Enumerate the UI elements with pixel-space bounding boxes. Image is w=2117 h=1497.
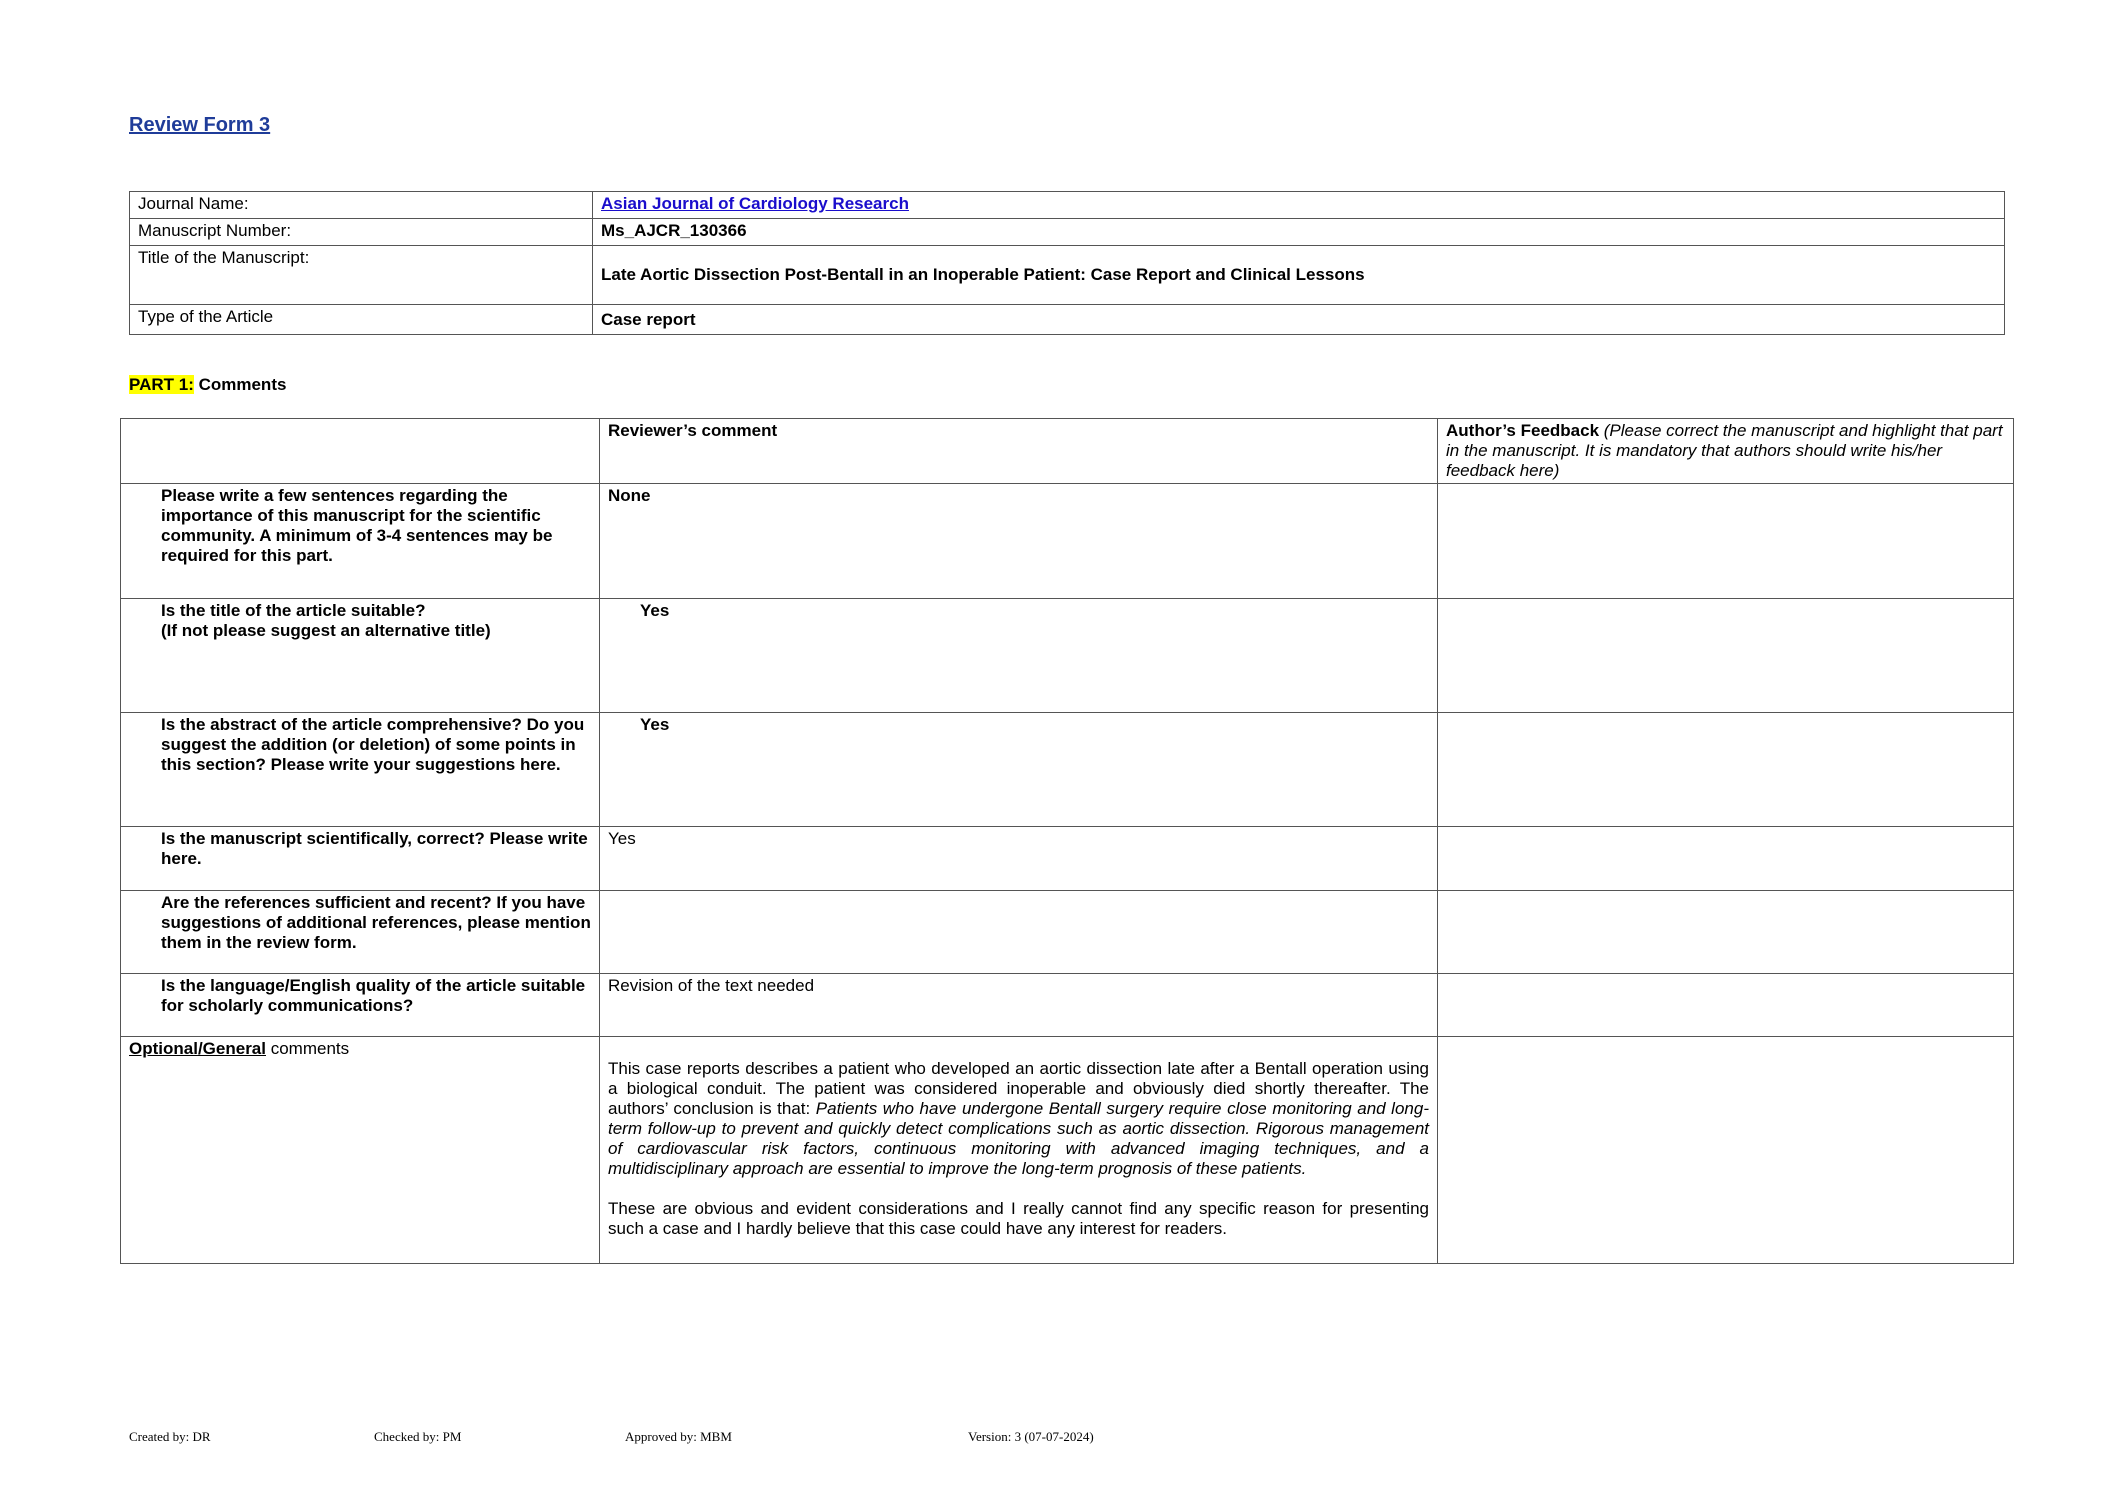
journal-link[interactable]: Asian Journal of Cardiology Research [601, 194, 909, 213]
article-type-label: Type of the Article [130, 305, 593, 335]
optional-paragraph-1 [608, 1059, 1429, 1179]
question-text: Is the title of the article suitable? [161, 601, 426, 620]
footer-checked: Checked by: PM [374, 1429, 462, 1444]
footer-version: Version: 3 (07-07-2024) [968, 1429, 1094, 1444]
reviewer-answer[interactable]: Revision of the text needed [600, 974, 1438, 1037]
reviewer-comment-header: Reviewer’s comment [600, 419, 1438, 484]
journal-label: Journal Name: [130, 192, 593, 219]
form-title: Review Form 3 [129, 114, 271, 136]
answer-text: Yes [640, 715, 670, 734]
reviewer-answer[interactable] [600, 891, 1438, 974]
optional-label: Optional [129, 1039, 198, 1058]
question: Is the abstract of the article comprehensive? Do you suggest the addition (or deletion) of some points in this section? Please write your suggestions here. [121, 713, 600, 827]
question-subtext: (If not please suggest an alternative title) [161, 621, 491, 640]
manuscript-info-table [129, 191, 2005, 335]
manuscript-title-label: Title of the Manuscript: [130, 246, 593, 305]
part-label: PART 1: [129, 375, 194, 394]
footer-created: Created by: DR [129, 1429, 211, 1444]
author-feedback-cell[interactable] [1438, 599, 2014, 713]
table-row [121, 974, 2014, 1037]
paragraph-text: This case reports describes a patient who developed an aortic dissection late after a Bentall operation using a biological conduit. The patient was considered inoperable and obviously died shortly thereafter. The authors’ conclusion is that: [608, 1059, 1429, 1118]
part-text: Comments [193, 375, 287, 394]
author-feedback-cell[interactable] [1438, 827, 2014, 891]
reviewer-answer[interactable]: None [600, 484, 1438, 599]
part-heading [129, 375, 286, 395]
question [121, 599, 600, 713]
optional-comments[interactable] [600, 1037, 1438, 1264]
author-feedback-note: (Please correct the manuscript and highlight that part in the manuscript. It is mandatory that authors should write his/her feedback here) [1446, 421, 2003, 480]
optional-comments-label [121, 1037, 600, 1264]
table-row [121, 827, 2014, 891]
question: Are the references sufficient and recent? If you have suggestions of additional references, please mention them in the review form. [121, 891, 600, 974]
table-row [121, 599, 2014, 713]
footer-approved: Approved by: MBM [625, 1429, 732, 1444]
author-feedback-header [1438, 419, 2014, 484]
question: Is the manuscript scientifically, correct? Please write here. [121, 827, 600, 891]
manuscript-number: Ms_AJCR_130366 [593, 219, 2005, 246]
author-feedback-label: Author’s Feedback [1446, 421, 1600, 440]
author-feedback-cell[interactable] [1438, 974, 2014, 1037]
author-feedback-cell[interactable] [1438, 1037, 2014, 1264]
table-row [121, 484, 2014, 599]
table-row [121, 713, 2014, 827]
author-feedback-cell[interactable] [1438, 891, 2014, 974]
article-type: Case report [593, 305, 2005, 335]
quoted-conclusion: Patients who have undergone Bentall surgery require close monitoring and long-term follow-up to prevent and quickly detect complications such as aortic dissection. Rigorous management of cardiovascular risk factors, continuous monitoring with advanced imaging techniques, and a multidisciplinary approach are essential to improve the long-term prognosis of these patients. [608, 1099, 1429, 1178]
reviewer-answer[interactable] [600, 713, 1438, 827]
general-label: /General [197, 1039, 266, 1058]
answer-text: Yes [640, 601, 670, 620]
comments-table [120, 418, 2014, 1264]
header-row [121, 419, 2014, 484]
table-row [121, 891, 2014, 974]
optional-paragraph-2: These are obvious and evident considerations and I really cannot find any specific reason for presenting such a case and I hardly believe that this case could have any interest for readers. [608, 1199, 1429, 1238]
question: Is the language/English quality of the article suitable for scholarly communications? [121, 974, 600, 1037]
optional-comments-row [121, 1037, 2014, 1264]
reviewer-answer[interactable]: Yes [600, 827, 1438, 891]
author-feedback-cell[interactable] [1438, 484, 2014, 599]
author-feedback-cell[interactable] [1438, 713, 2014, 827]
reviewer-answer[interactable] [600, 599, 1438, 713]
manuscript-title: Late Aortic Dissection Post-Bentall in an Inoperable Patient: Case Report and Clinical Lessons [593, 246, 2005, 305]
manuscript-label: Manuscript Number: [130, 219, 593, 246]
comments-label: comments [266, 1039, 350, 1058]
question: Please write a few sentences regarding the importance of this manuscript for the scientific community. A minimum of 3-4 sentences may be required for this part. [121, 484, 600, 599]
